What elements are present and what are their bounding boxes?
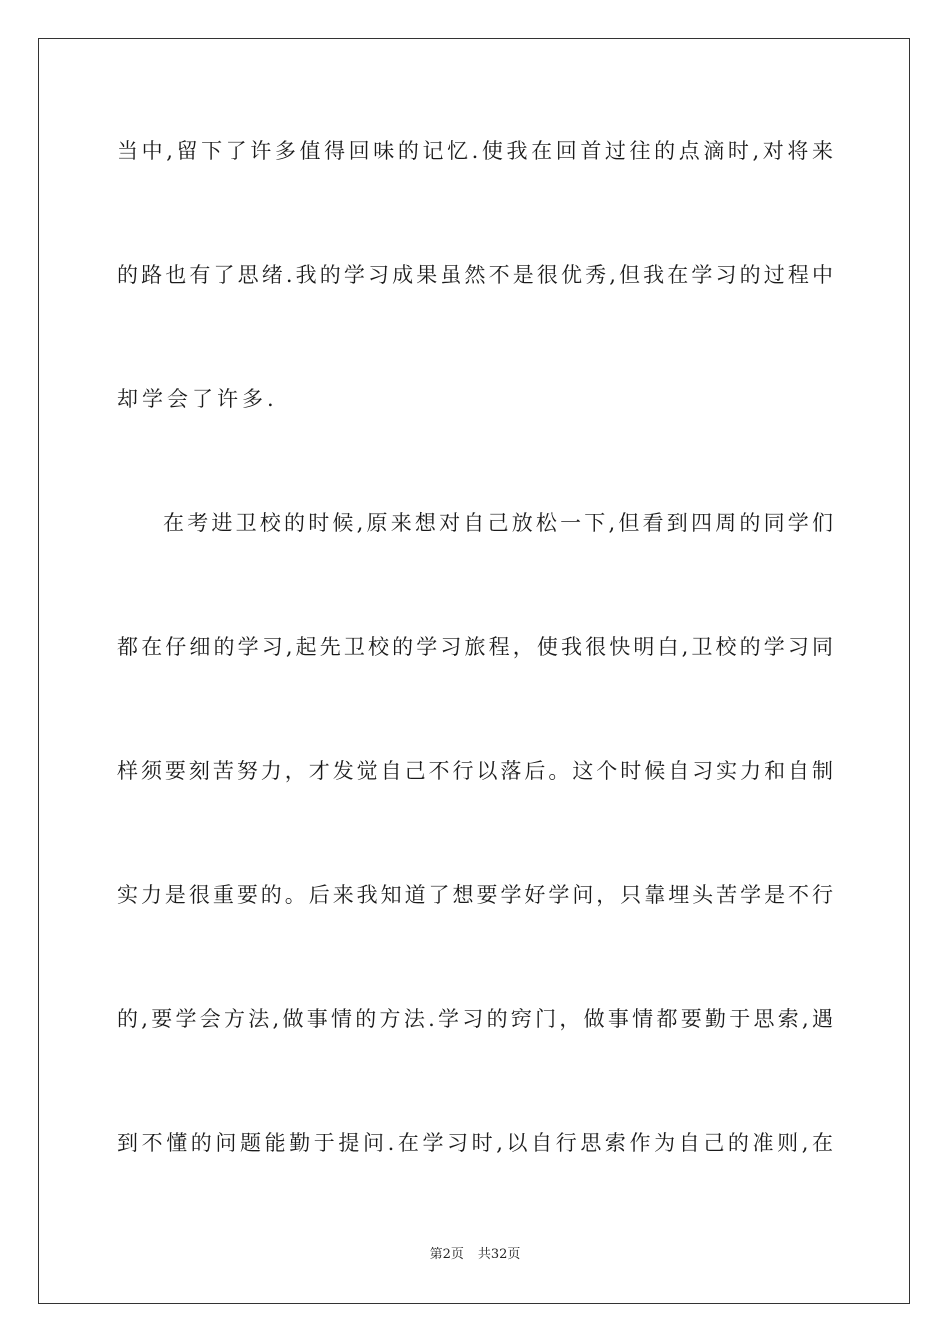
paragraph-line: 的,要学会方法,做事情的方法.学习的窍门，做事情都要勤于思索,遇 — [117, 1007, 833, 1031]
paragraph-line: 却学会了许多. — [117, 387, 278, 411]
page-footer — [0, 1246, 950, 1264]
paragraph-line: 在考进卫校的时候,原来想对自己放松一下,但看到四周的同学们 — [163, 511, 833, 535]
paragraph-line: 到不懂的问题能勤于提问.在学习时,以自行思索作为自己的准则,在 — [117, 1131, 833, 1155]
paragraph-line: 当中,留下了许多值得回味的记忆.使我在回首过往的点滴时,对将来 — [117, 139, 833, 163]
paragraph-line: 样须要刻苦努力，才发觉自己不行以落后。这个时候自习实力和自制 — [117, 759, 833, 783]
page-number: 第2页 — [429, 1247, 464, 1262]
paragraph-line: 的路也有了思绪.我的学习成果虽然不是很优秀,但我在学习的过程中 — [117, 263, 833, 287]
paragraph-line: 实力是很重要的。后来我知道了想要学好学问，只靠埋头苦学是不行 — [117, 883, 833, 907]
page-total: 共32页 — [477, 1247, 521, 1262]
page-border — [38, 38, 910, 1304]
paragraph-line: 都在仔细的学习,起先卫校的学习旅程，使我很快明白,卫校的学习同 — [117, 635, 833, 659]
